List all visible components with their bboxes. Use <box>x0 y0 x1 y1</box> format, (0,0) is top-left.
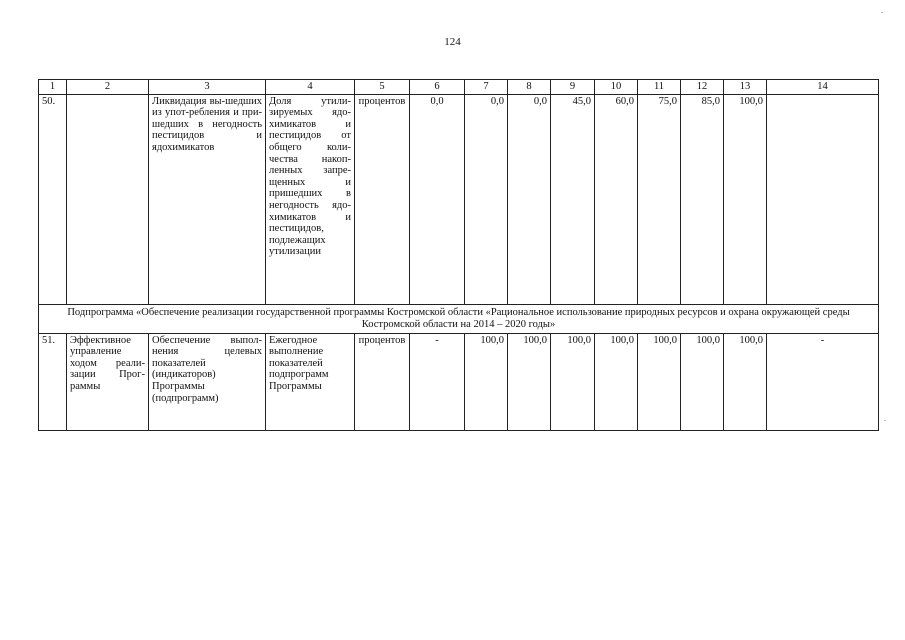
value-cell: 75,0 <box>638 94 681 304</box>
header-cell: 10 <box>595 80 638 95</box>
value-cell: 100,0 <box>508 333 551 430</box>
measure-name <box>67 94 149 304</box>
row-number: 51. <box>39 333 67 430</box>
value-cell: 100,0 <box>724 94 767 304</box>
unit-cell: процентов <box>355 94 410 304</box>
header-cell: 1 <box>39 80 67 95</box>
scan-speck <box>884 420 886 421</box>
value-cell: 0,0 <box>465 94 508 304</box>
value-cell: 60,0 <box>595 94 638 304</box>
scan-speck <box>881 12 883 13</box>
value-cell: 100,0 <box>465 333 508 430</box>
header-cell: 5 <box>355 80 410 95</box>
header-cell: 14 <box>767 80 879 95</box>
page-number: 124 <box>444 36 461 48</box>
header-cell: 2 <box>67 80 149 95</box>
value-cell: 100,0 <box>724 333 767 430</box>
value-cell: 100,0 <box>551 333 595 430</box>
value-cell: 100,0 <box>681 333 724 430</box>
header-row <box>39 80 879 95</box>
subprogram-title: Подпрограмма «Обеспечение реализации государственной программы Костромской области «Рациональное использование природных ресурсов и охрана окружающей среды Костромской области на 2014 – 2020 годы» <box>39 304 879 333</box>
subprogram-row <box>39 304 879 333</box>
header-cell: 13 <box>724 80 767 95</box>
header-cell: 4 <box>266 80 355 95</box>
header-cell: 3 <box>149 80 266 95</box>
table-row-50 <box>39 94 879 304</box>
value-cell: 100,0 <box>638 333 681 430</box>
note-cell <box>767 94 879 304</box>
unit-cell: процентов <box>355 333 410 430</box>
table-row-51 <box>39 333 879 430</box>
value-cell: 45,0 <box>551 94 595 304</box>
indicators-table <box>38 79 879 431</box>
value-cell: 0,0 <box>410 94 465 304</box>
event-description: Обеспечение выпол-нения целевых показателей (индикаторов) Программы (подпрограмм) <box>149 333 266 430</box>
row-number: 50. <box>39 94 67 304</box>
header-cell: 8 <box>508 80 551 95</box>
header-cell: 11 <box>638 80 681 95</box>
value-cell: 85,0 <box>681 94 724 304</box>
header-cell: 7 <box>465 80 508 95</box>
note-cell: - <box>767 333 879 430</box>
header-cell: 9 <box>551 80 595 95</box>
indicator-description: Ежегодное выполнение показателей подпрограмм Программы <box>266 333 355 430</box>
event-description: Ликвидация вы-шедших из упот-ребления и при-шедших в негодность пестицидов и ядохимикатов <box>149 94 266 304</box>
value-cell: - <box>410 333 465 430</box>
indicator-description: Доля утили-зируемых ядо-химикатов и пестицидов от общего коли-чества накоп-ленных запре-щенных и пришедших в негодность ядо-химикатов и пестицидов, подлежащих утилизации <box>266 94 355 304</box>
measure-name: Эффективное управление ходом реали-зации Прог-раммы <box>67 333 149 430</box>
value-cell: 0,0 <box>508 94 551 304</box>
header-cell: 12 <box>681 80 724 95</box>
header-cell: 6 <box>410 80 465 95</box>
value-cell: 100,0 <box>595 333 638 430</box>
